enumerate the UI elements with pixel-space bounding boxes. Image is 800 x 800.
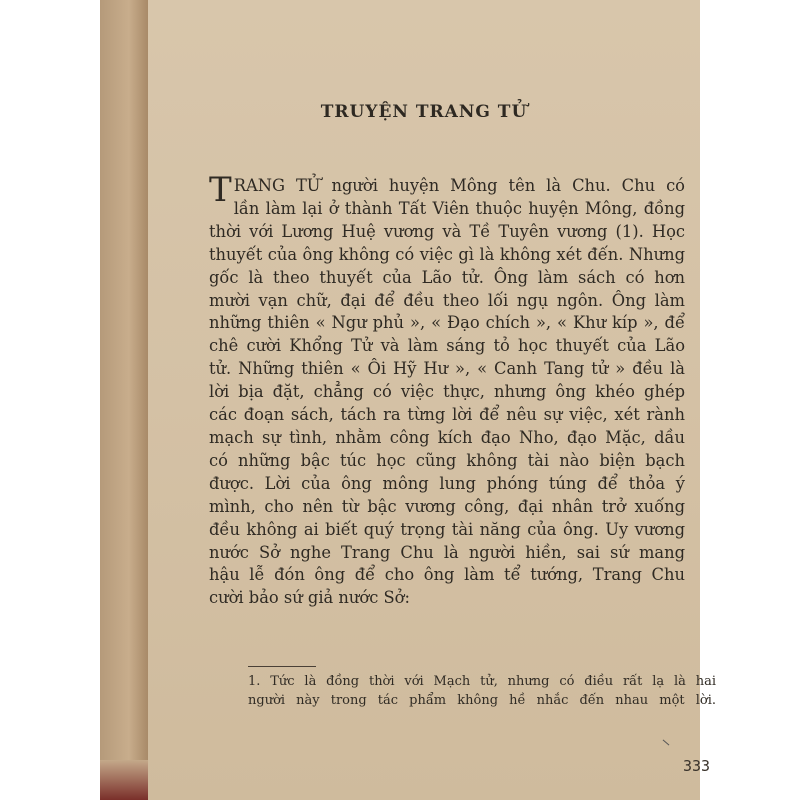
pen-mark [663, 740, 670, 746]
book-page [148, 0, 716, 800]
text-line: đều không ai biết quý trọng tài năng của ông. Uy vương [209, 519, 685, 539]
text-line: những thiên « Ngư phủ », « Đạo chích », « Khư kíp », để [209, 313, 685, 333]
text-line: thời với Lương Huệ vương và Tề Tuyên vương (1). Học [209, 221, 685, 241]
text-line: lời bịa đặt, chẳng có việc thực, nhưng ông khéo ghép [209, 382, 685, 402]
text-line: mạch sự tình, nhằm công kích đạo Nho, đạo Mặc, dầu [209, 427, 685, 447]
body-text [209, 170, 685, 610]
footnote [248, 672, 716, 710]
text-line: có những bậc túc học cũng không tài nào biện bạch [209, 450, 685, 470]
book [100, 0, 716, 800]
text-line: các đoạn sách, tách ra từng lời để nêu sự việc, xét rành [209, 405, 685, 425]
footnote-divider [248, 666, 316, 667]
text-line: lần làm lại ở thành Tất Viên thuộc huyện Mông, đồng [233, 198, 685, 218]
text-line: RANG TỬ người huyện Mông tên là Chu. Chu có [233, 176, 685, 195]
book-spine [100, 0, 149, 800]
drop-cap: T [209, 170, 232, 210]
text-line: chê cười Khổng Tử và làm sáng tỏ học thuyết của Lão [209, 336, 685, 356]
text-line: mình, cho nên từ bậc vương công, đại nhân trở xuống [209, 496, 685, 516]
page-number: 333 [683, 757, 711, 775]
footnote-line: 1. Tức là đồng thời với Mạch tử, nhưng có điều rất lạ là hai [248, 674, 716, 689]
footnote-line: người này trong tác phẩm không hề nhắc đến nhau một lời. [248, 693, 716, 708]
text-line: gốc là theo thuyết của Lão tử. Ông làm sách có hơn [209, 267, 685, 287]
chapter-title: TRUYỆN TRANG TỬ [320, 102, 528, 122]
text-line: được. Lời của ông mông lung phóng túng để thỏa ý [209, 473, 685, 493]
text-line: tử. Những thiên « Ôi Hỹ Hư », « Canh Tang tử » đều là [209, 359, 685, 379]
text-line: mười vạn chữ, đại để đều theo lối ngụ ngôn. Ông làm [209, 290, 685, 310]
text-line: thuyết của ông không có việc gì là không xét đến. Nhưng [209, 244, 685, 264]
text-line: cười bảo sứ giả nước Sở: [209, 588, 410, 608]
text-line: nước Sở nghe Trang Chu là người hiền, sai sứ mang [209, 542, 685, 562]
text-line: hậu lễ đón ông để cho ông làm tể tướng, Trang Chu [209, 565, 685, 585]
book-cover-edge [100, 760, 148, 800]
